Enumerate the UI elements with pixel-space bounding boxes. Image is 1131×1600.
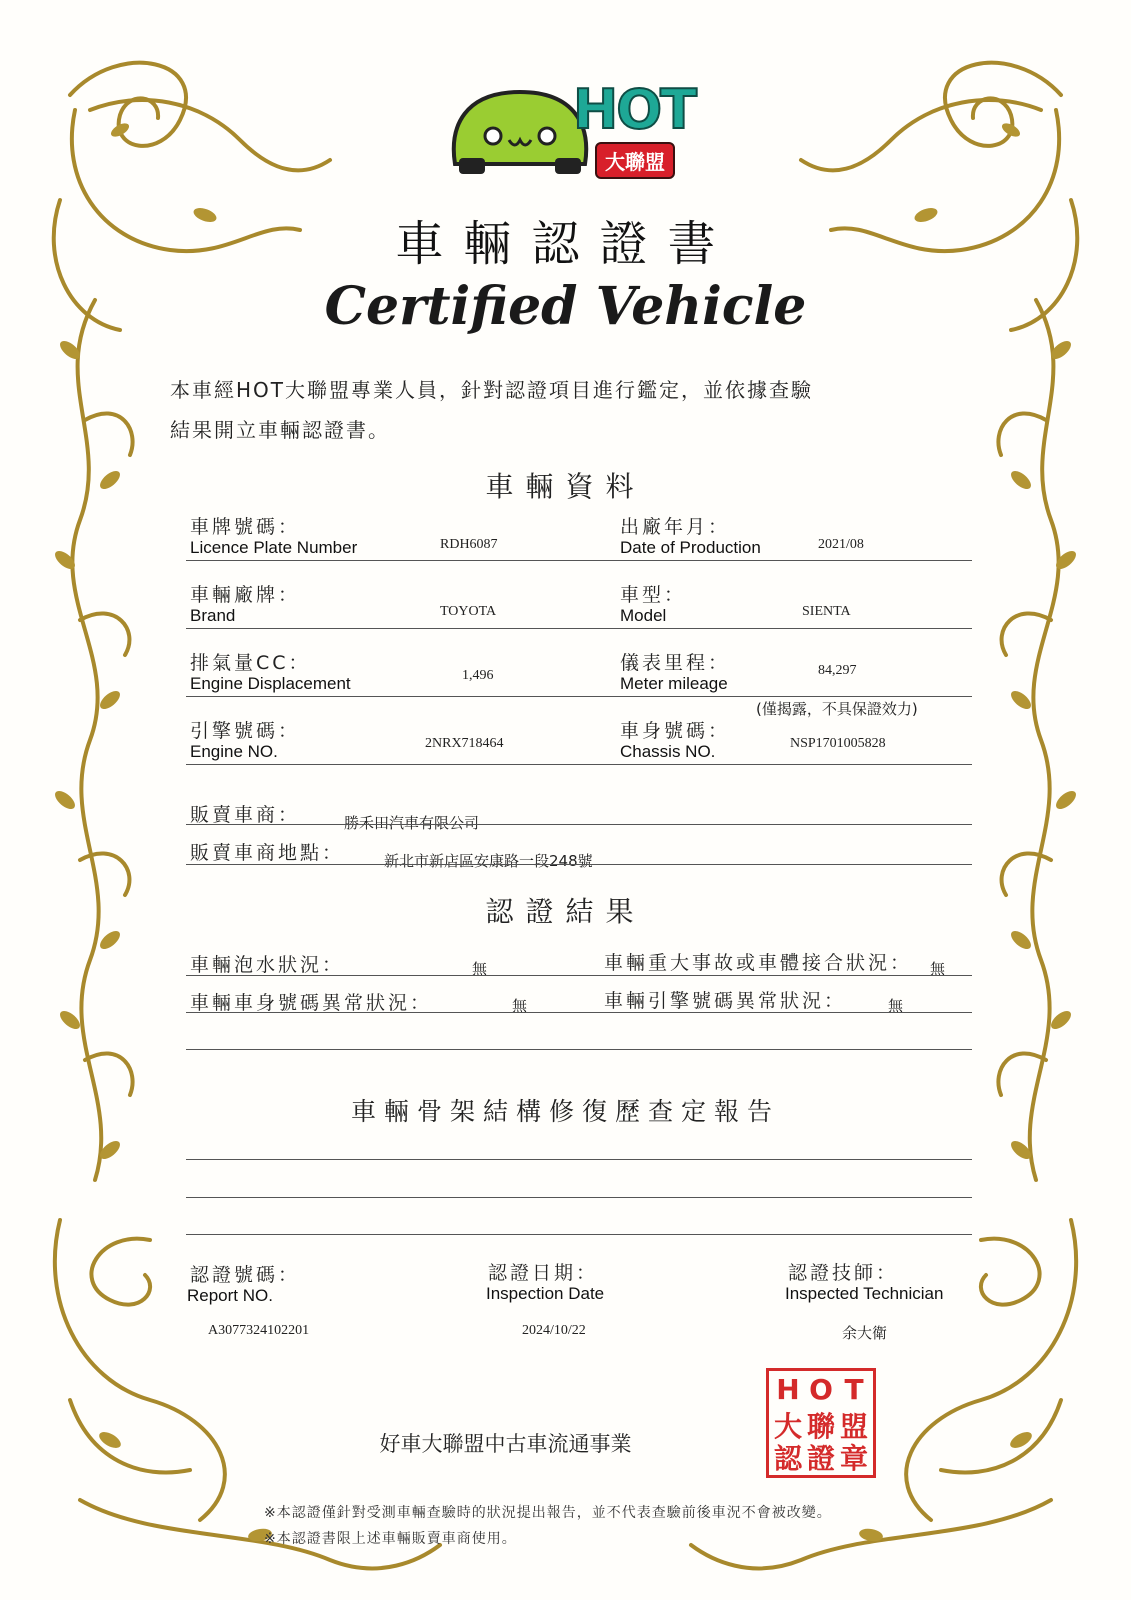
displacement-label-zh: 排氣量CC：: [190, 652, 311, 674]
seal-char: 聯: [806, 1410, 835, 1443]
engine-abnormal-value: 無: [888, 997, 904, 1015]
divider: [186, 1234, 972, 1235]
divider: [186, 764, 972, 765]
divider: [186, 975, 972, 976]
seal-char: 章: [839, 1442, 868, 1475]
flood-label: 車輛泡水狀況：: [190, 954, 345, 976]
technician-label-zh: 認證技師：: [788, 1262, 899, 1284]
chassis-abnormal-value: 無: [512, 997, 528, 1015]
engine-abnormal-label: 車輛引擎號碼異常狀況：: [604, 990, 847, 1012]
seal-char: 證: [806, 1442, 835, 1475]
mileage-disclaimer: (僅揭露，不具保證效力): [756, 700, 918, 718]
intro-line-2: 結果開立車輛認證書。: [170, 418, 390, 442]
engine-no-label-zh: 引擎號碼：: [190, 720, 301, 742]
report-no-label-en: Report NO.: [187, 1286, 273, 1305]
divider: [186, 696, 972, 697]
chassis-no-value: NSP1701005828: [790, 736, 886, 751]
seal-char: H: [776, 1373, 800, 1406]
production-label-en: Date of Production: [620, 538, 761, 557]
technician-label-en: Inspected Technician: [785, 1284, 944, 1303]
model-label-zh: 車型：: [620, 584, 687, 606]
divider: [186, 864, 972, 865]
brand-label-zh: 車輛廠牌：: [190, 584, 301, 606]
plate-label-zh: 車牌號碼：: [190, 516, 301, 538]
report-no-label-zh: 認證號碼：: [190, 1264, 301, 1286]
vehicle-section-title: 車輛資料: [485, 470, 646, 503]
seal-char: O: [809, 1373, 833, 1406]
intro-line-1: 本車經HOT大聯盟專業人員，針對認證項目進行鑑定，並依據查驗: [170, 378, 813, 402]
divider: [186, 1159, 972, 1160]
mileage-label-zh: 儀表里程：: [620, 652, 731, 674]
dealer-address-value: 新北市新店區安康路一段248號: [384, 852, 593, 870]
brand-value: TOYOTA: [440, 604, 497, 619]
logo-brand-text: HOT: [573, 78, 695, 141]
inspection-date-label-zh: 認證日期：: [488, 1262, 599, 1284]
accident-value: 無: [930, 960, 946, 978]
frame-report-title: 車輛骨架結構修復歷查定報告: [350, 1097, 780, 1126]
intro-paragraph: [170, 370, 1000, 450]
mileage-value: 84,297: [818, 663, 857, 678]
engine-no-value: 2NRX718464: [425, 736, 504, 751]
plate-label-en: Licence Plate Number: [190, 538, 358, 557]
seal-char: 認: [773, 1442, 802, 1475]
report-no-value: A3077324102201: [208, 1323, 310, 1338]
engine-no-label-en: Engine NO.: [190, 742, 278, 761]
dealer-address-label: 販賣車商地點：: [190, 842, 345, 864]
chassis-no-label-zh: 車身號碼：: [620, 720, 731, 742]
dealer-value: 勝禾田汽車有限公司: [344, 814, 480, 832]
displacement-label-en: Engine Displacement: [190, 674, 351, 693]
certificate-title-en: Certified Vehicle: [324, 276, 807, 337]
accident-label: 車輛重大事故或車體接合狀況：: [604, 952, 913, 974]
technician-value: 余大衛: [842, 1324, 888, 1342]
hot-logo: [445, 80, 705, 180]
divider: [186, 560, 972, 561]
flood-value: 無: [472, 960, 488, 978]
dealer-label: 販賣車商：: [190, 804, 301, 826]
divider: [186, 628, 972, 629]
plate-value: RDH6087: [440, 537, 498, 552]
mileage-label-en: Meter mileage: [620, 674, 728, 693]
red-seal-stamp: [766, 1368, 876, 1478]
footnote-2: ※本認證書限上述車輛販賣車商使用。: [264, 1531, 517, 1547]
issuer-company-name: 好車大聯盟中古車流通事業: [379, 1432, 632, 1456]
inspection-date-label-en: Inspection Date: [486, 1284, 605, 1303]
result-section-title: 認證結果: [485, 895, 646, 928]
divider: [186, 1012, 972, 1013]
model-label-en: Model: [620, 606, 667, 625]
model-value: SIENTA: [802, 604, 851, 619]
displacement-value: 1,496: [462, 668, 494, 683]
footnote-1: ※本認證僅針對受測車輛查驗時的狀況提出報告，並不代表查驗前後車況不會被改變。: [264, 1505, 832, 1521]
divider: [186, 824, 972, 825]
certificate-title-zh: 車輛認證書: [395, 216, 736, 272]
production-value: 2021/08: [818, 537, 864, 552]
divider: [186, 1197, 972, 1198]
inspection-date-value: 2024/10/22: [522, 1323, 586, 1338]
chassis-abnormal-label: 車輛車身號碼異常狀況：: [190, 992, 433, 1014]
seal-char: 大: [773, 1410, 802, 1443]
seal-char: T: [844, 1373, 864, 1406]
brand-label-en: Brand: [190, 606, 236, 625]
production-label-zh: 出廠年月：: [620, 516, 731, 538]
divider: [186, 1049, 972, 1050]
logo-subtitle: 大聯盟: [595, 142, 675, 179]
seal-char: 盟: [839, 1410, 868, 1443]
chassis-no-label-en: Chassis NO.: [620, 742, 716, 761]
